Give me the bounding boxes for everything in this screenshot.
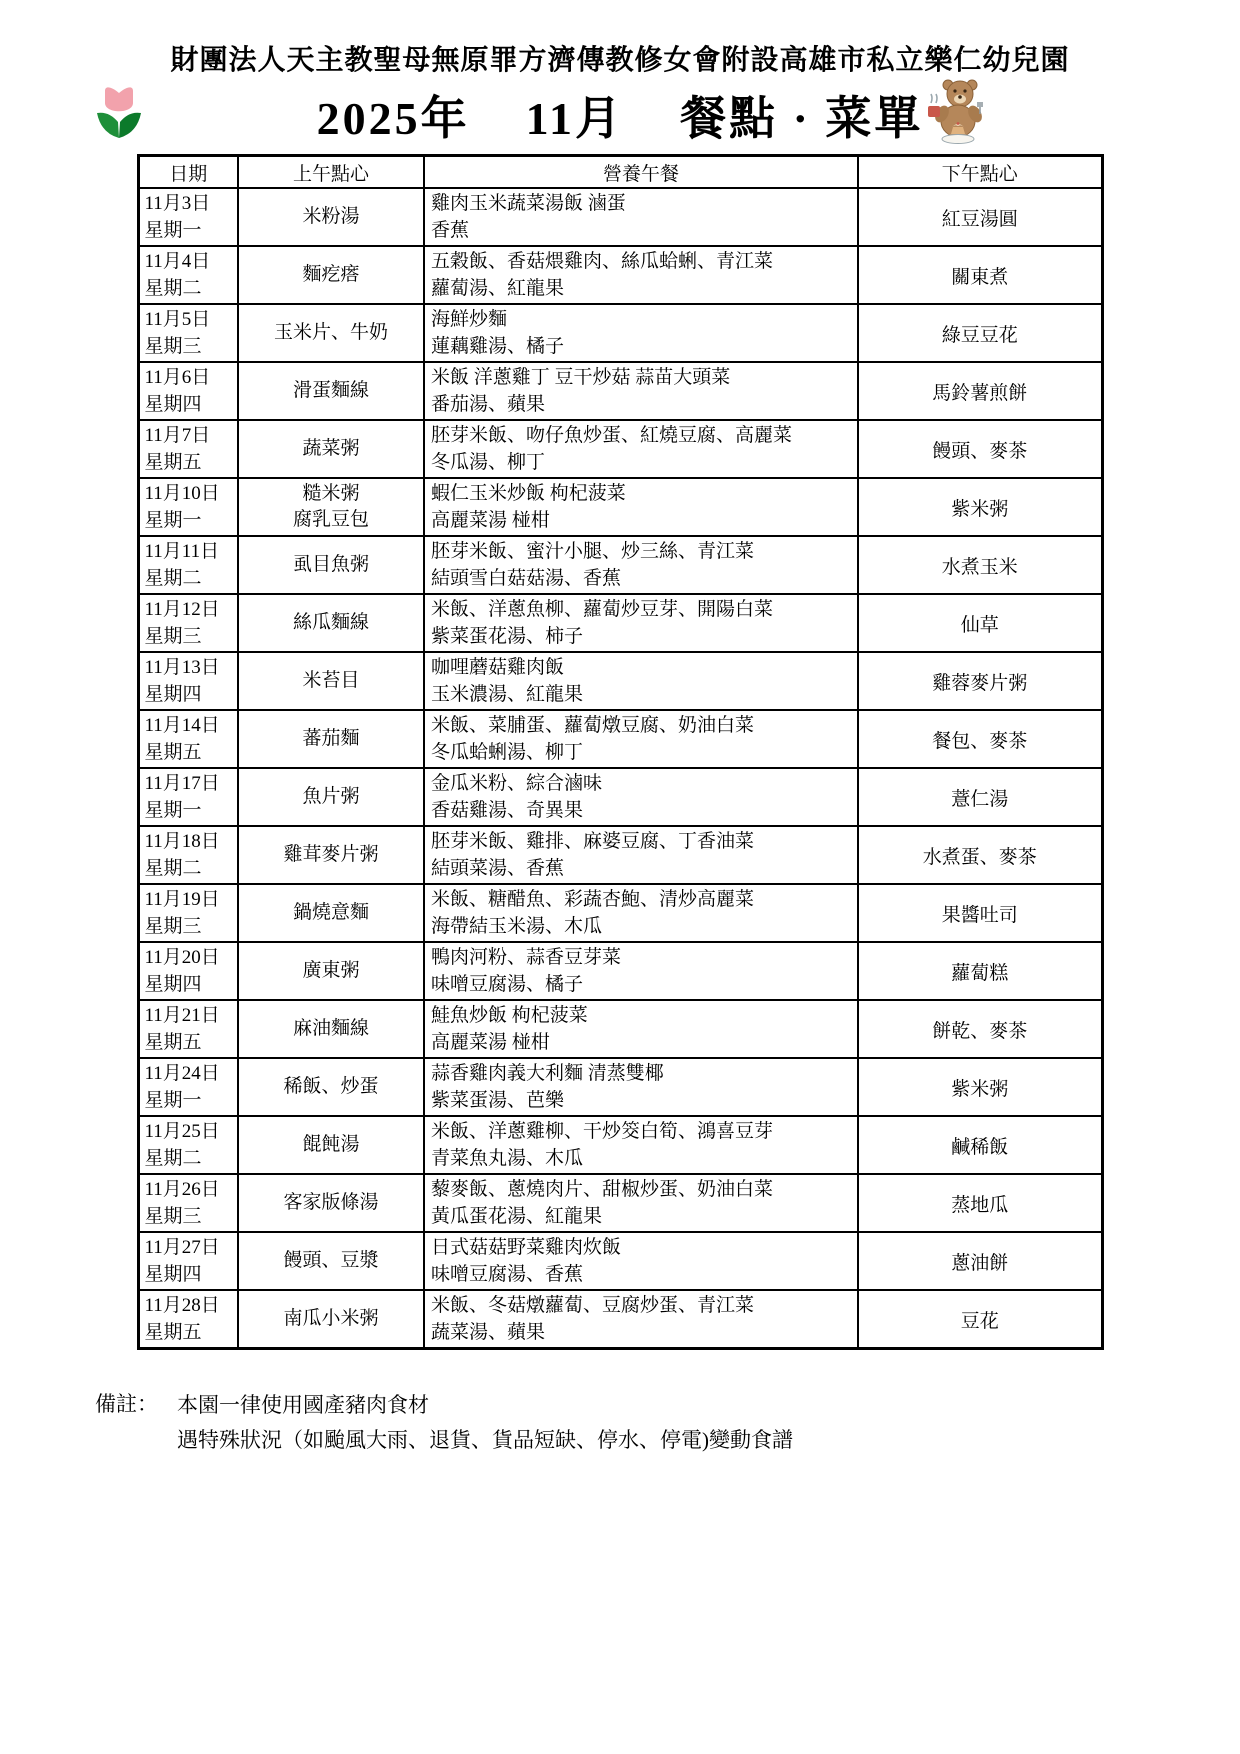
date-cell [138,536,238,594]
afternoon-snack-cell: 鹹稀飯 [858,1116,1102,1174]
table-row [138,536,1102,594]
weekday-line: 星期五 [144,1322,202,1343]
table-row [138,188,1102,246]
menu-line: 紫菜蛋花湯、柿子 [431,626,584,647]
menu-line: 味噌豆腐湯、香蕉 [431,1264,584,1285]
afternoon-snack-cell: 餅乾、麥茶 [858,1000,1102,1058]
morning-snack-cell [238,942,424,1000]
afternoon-snack-cell: 果醬吐司 [858,884,1102,942]
weekday-line: 星期五 [144,452,202,473]
lunch-cell [424,362,858,420]
date-cell [138,246,238,304]
menu-line: 饅頭、豆漿 [283,1250,379,1271]
morning-snack-cell [238,884,424,942]
weekday-line: 星期五 [144,1032,202,1053]
date-line: 11月6日 [144,367,211,388]
date-cell [138,1116,238,1174]
date-cell [138,884,238,942]
date-cell [138,478,238,536]
table-row [138,1174,1102,1232]
menu-line: 海帶結玉米湯、木瓜 [431,916,603,937]
table-row [138,304,1102,362]
menu-line: 蓮藕雞湯、橘子 [431,336,565,357]
menu-line: 米飯、冬菇燉蘿蔔、豆腐炒蛋、青江菜 [431,1295,755,1316]
menu-year: 2025年 [316,93,470,144]
afternoon-snack-cell: 饅頭、麥茶 [858,420,1102,478]
table-row [138,710,1102,768]
table-row [138,594,1102,652]
afternoon-snack-cell: 紫米粥 [858,478,1102,536]
col-header-morning-snack: 上午點心 [238,156,424,189]
lunch-cell [424,304,858,362]
org-title: 財團法人天主教聖母無原罪方濟傳教修女會附設高雄市私立樂仁幼兒園 [170,45,1070,76]
weekday-line: 星期二 [144,858,202,879]
menu-line: 味噌豆腐湯、橘子 [431,974,584,995]
afternoon-snack-cell: 蘿蔔糕 [858,942,1102,1000]
table-row [138,652,1102,710]
afternoon-snack-cell: 豆花 [858,1290,1102,1349]
menu-line: 青菜魚丸湯、木瓜 [431,1148,584,1169]
weekday-line: 星期一 [144,220,202,241]
afternoon-snack-cell: 水煮蛋、麥茶 [858,826,1102,884]
menu-line: 胚芽米飯、吻仔魚炒蛋、紅燒豆腐、高麗菜 [431,425,793,446]
date-cell [138,420,238,478]
menu-line: 蔬菜粥 [302,438,360,459]
lunch-cell [424,536,858,594]
menu-line: 鍋燒意麵 [292,902,369,923]
date-line: 11月10日 [144,483,220,504]
weekday-line: 星期一 [144,510,202,531]
lunch-cell [424,942,858,1000]
menu-line: 滑蛋麵線 [292,380,369,401]
table-row [138,362,1102,420]
remarks [95,1388,1240,1458]
menu-line: 糙米粥 [302,483,360,504]
menu-line: 稀飯、炒蛋 [283,1076,379,1097]
weekday-line: 星期四 [144,974,202,995]
date-cell [138,1232,238,1290]
table-row [138,826,1102,884]
date-line: 11月4日 [144,251,211,272]
date-cell [138,188,238,246]
morning-snack-cell [238,826,424,884]
date-line: 11月12日 [144,599,220,620]
weekday-line: 星期四 [144,1264,202,1285]
table-row [138,942,1102,1000]
weekday-line: 星期三 [144,916,202,937]
teddy-bear-icon [912,76,992,151]
morning-snack-cell [238,188,424,246]
title-row [0,82,1240,148]
menu-line: 黃瓜蛋花湯、紅龍果 [431,1206,603,1227]
morning-snack-cell [238,1232,424,1290]
table-row [138,1232,1102,1290]
weekday-line: 星期一 [144,800,202,821]
date-line: 11月26日 [144,1179,220,1200]
menu-line: 魚片粥 [302,786,360,807]
menu-line: 高麗菜湯 椪柑 [431,1032,550,1053]
morning-snack-cell [238,652,424,710]
date-line: 11月24日 [144,1063,220,1084]
morning-snack-cell [238,1290,424,1349]
menu-line: 金瓜米粉、綜合滷味 [431,773,603,794]
menu-line: 海鮮炒麵 [431,309,508,330]
date-line: 11月14日 [144,715,220,736]
afternoon-snack-cell: 綠豆豆花 [858,304,1102,362]
menu-month: 11月 [525,93,625,144]
table-row [138,1000,1102,1058]
menu-line: 米飯、糖醋魚、彩蔬杏鮑、清炒高麗菜 [431,889,755,910]
menu-line: 虱目魚粥 [292,554,369,575]
menu-line: 香蕉 [431,220,470,241]
weekday-line: 星期二 [144,278,202,299]
menu-table-body [138,188,1102,1349]
date-cell [138,594,238,652]
menu-line: 高麗菜湯 椪柑 [431,510,550,531]
afternoon-snack-cell: 薏仁湯 [858,768,1102,826]
weekday-line: 星期四 [144,394,202,415]
menu-line: 客家版條湯 [283,1192,379,1213]
weekday-line: 星期五 [144,742,202,763]
afternoon-snack-cell: 馬鈴薯煎餅 [858,362,1102,420]
weekday-line: 星期三 [144,1206,202,1227]
menu-line: 藜麥飯、蔥燒肉片、甜椒炒蛋、奶油白菜 [431,1179,774,1200]
menu-line: 雞肉玉米蔬菜湯飯 滷蛋 [431,193,626,214]
morning-snack-cell [238,1174,424,1232]
col-header-date: 日期 [138,156,238,189]
menu-line: 冬瓜湯、柳丁 [431,452,546,473]
date-line: 11月17日 [144,773,220,794]
menu-line: 腐乳豆包 [292,509,369,530]
menu-line: 南瓜小米粥 [283,1308,379,1329]
date-cell [138,942,238,1000]
lunch-cell [424,768,858,826]
date-cell [138,710,238,768]
menu-line: 米飯、洋蔥魚柳、蘿蔔炒豆芽、開陽白菜 [431,599,774,620]
menu-line: 日式菇菇野菜雞肉炊飯 [431,1237,622,1258]
table-row [138,768,1102,826]
menu-line: 廣東粥 [302,960,360,981]
morning-snack-cell [238,536,424,594]
menu-line: 米苔目 [302,670,360,691]
menu-title [317,82,924,148]
menu-line: 玉米濃湯、紅龍果 [431,684,584,705]
morning-snack-cell [238,710,424,768]
afternoon-snack-cell: 蔥油餅 [858,1232,1102,1290]
morning-snack-cell [238,420,424,478]
date-line: 11月13日 [144,657,220,678]
remarks-line-1: 本園一律使用國產豬肉食材 [177,1393,429,1417]
date-line: 11月11日 [144,541,220,562]
lunch-cell [424,1000,858,1058]
lunch-cell [424,1116,858,1174]
menu-line: 冬瓜蛤蜊湯、柳丁 [431,742,584,763]
menu-line: 蒜香雞肉義大利麵 清蒸雙椰 [431,1063,664,1084]
date-line: 11月7日 [144,425,211,446]
table-row [138,884,1102,942]
lunch-cell [424,826,858,884]
morning-snack-cell [238,1000,424,1058]
menu-line: 香菇雞湯、奇異果 [431,800,584,821]
afternoon-snack-cell: 水煮玉米 [858,536,1102,594]
table-row [138,1290,1102,1349]
lunch-cell [424,478,858,536]
date-cell [138,1174,238,1232]
table-row [138,1116,1102,1174]
menu-line: 鴨肉河粉、蒜香豆芽菜 [431,947,622,968]
date-cell [138,362,238,420]
weekday-line: 星期一 [144,1090,202,1111]
menu-table [137,154,1104,1350]
date-cell [138,826,238,884]
date-line: 11月27日 [144,1237,220,1258]
menu-line: 餛飩湯 [302,1134,360,1155]
table-row [138,478,1102,536]
menu-line: 結頭雪白菇菇湯、香蕉 [431,568,622,589]
lunch-cell [424,1232,858,1290]
afternoon-snack-cell: 仙草 [858,594,1102,652]
date-line: 11月28日 [144,1295,220,1316]
lunch-cell [424,710,858,768]
date-line: 11月19日 [144,889,220,910]
morning-snack-cell [238,362,424,420]
menu-line: 鮭魚炒飯 枸杞菠菜 [431,1005,588,1026]
afternoon-snack-cell: 雞蓉麥片粥 [858,652,1102,710]
date-line: 11月25日 [144,1121,220,1142]
date-cell [138,304,238,362]
table-row [138,420,1102,478]
lunch-cell [424,1058,858,1116]
menu-line: 胚芽米飯、雞排、麻婆豆腐、丁香油菜 [431,831,755,852]
menu-line: 紫菜蛋湯、芭樂 [431,1090,565,1111]
lunch-cell [424,652,858,710]
table-row [138,246,1102,304]
weekday-line: 星期三 [144,336,202,357]
afternoon-snack-cell: 關東煮 [858,246,1102,304]
table-row [138,1058,1102,1116]
date-line: 11月20日 [144,947,220,968]
morning-snack-cell [238,246,424,304]
morning-snack-cell [238,1116,424,1174]
afternoon-snack-cell: 紫米粥 [858,1058,1102,1116]
menu-line: 結頭菜湯、香蕉 [431,858,565,879]
col-header-lunch: 營養午餐 [424,156,858,189]
menu-line: 蔬菜湯、蘋果 [431,1322,546,1343]
menu-line: 麻油麵線 [292,1018,369,1039]
weekday-line: 星期四 [144,684,202,705]
menu-line: 米飯、洋蔥雞柳、干炒筊白筍、鴻喜豆芽 [431,1121,774,1142]
menu-line: 米飯、菜脯蛋、蘿蔔燉豆腐、奶油白菜 [431,715,755,736]
weekday-line: 星期二 [144,1148,202,1169]
morning-snack-cell [238,478,424,536]
tulip-icon [92,84,146,147]
morning-snack-cell [238,594,424,652]
lunch-cell [424,884,858,942]
morning-snack-cell [238,1058,424,1116]
lunch-cell [424,1290,858,1349]
menu-line: 胚芽米飯、蜜汁小腿、炒三絲、青江菜 [431,541,755,562]
menu-line: 咖哩蘑菇雞肉飯 [431,657,565,678]
lunch-cell [424,188,858,246]
menu-line: 玉米片、牛奶 [273,322,388,343]
menu-line: 番茄湯、蘋果 [431,394,546,415]
remarks-lines [177,1388,793,1458]
menu-line: 米飯 洋蔥雞丁 豆干炒菇 蒜苗大頭菜 [431,367,731,388]
table-header-row [138,156,1102,189]
date-cell [138,1290,238,1349]
menu-title-text: 餐點 · 菜單 [680,93,924,144]
remarks-label: 備註： [95,1392,158,1416]
date-cell [138,652,238,710]
menu-line: 蝦仁玉米炒飯 枸杞菠菜 [431,483,626,504]
morning-snack-cell [238,304,424,362]
date-cell [138,1058,238,1116]
menu-line: 五穀飯、香菇煨雞肉、絲瓜蛤蜊、青江菜 [431,251,774,272]
afternoon-snack-cell: 餐包、麥茶 [858,710,1102,768]
lunch-cell [424,420,858,478]
menu-line: 蘿蔔湯、紅龍果 [431,278,565,299]
weekday-line: 星期二 [144,568,202,589]
date-cell [138,1000,238,1058]
lunch-cell [424,246,858,304]
menu-line: 絲瓜麵線 [292,612,369,633]
weekday-line: 星期三 [144,626,202,647]
afternoon-snack-cell: 蒸地瓜 [858,1174,1102,1232]
menu-line: 蕃茄麵 [302,728,360,749]
remarks-line-2: 遇特殊狀況（如颱風大雨、退貨、貨品短缺、停水、停電)變動食譜 [177,1428,793,1452]
date-line: 11月3日 [144,193,211,214]
menu-line: 麵疙瘩 [302,264,360,285]
menu-line: 雞茸麥片粥 [283,844,379,865]
menu-line: 米粉湯 [302,206,360,227]
date-line: 11月21日 [144,1005,220,1026]
date-cell [138,768,238,826]
morning-snack-cell [238,768,424,826]
lunch-cell [424,1174,858,1232]
lunch-cell [424,594,858,652]
afternoon-snack-cell: 紅豆湯圓 [858,188,1102,246]
date-line: 11月18日 [144,831,220,852]
col-header-afternoon-snack: 下午點心 [858,156,1102,189]
date-line: 11月5日 [144,309,211,330]
